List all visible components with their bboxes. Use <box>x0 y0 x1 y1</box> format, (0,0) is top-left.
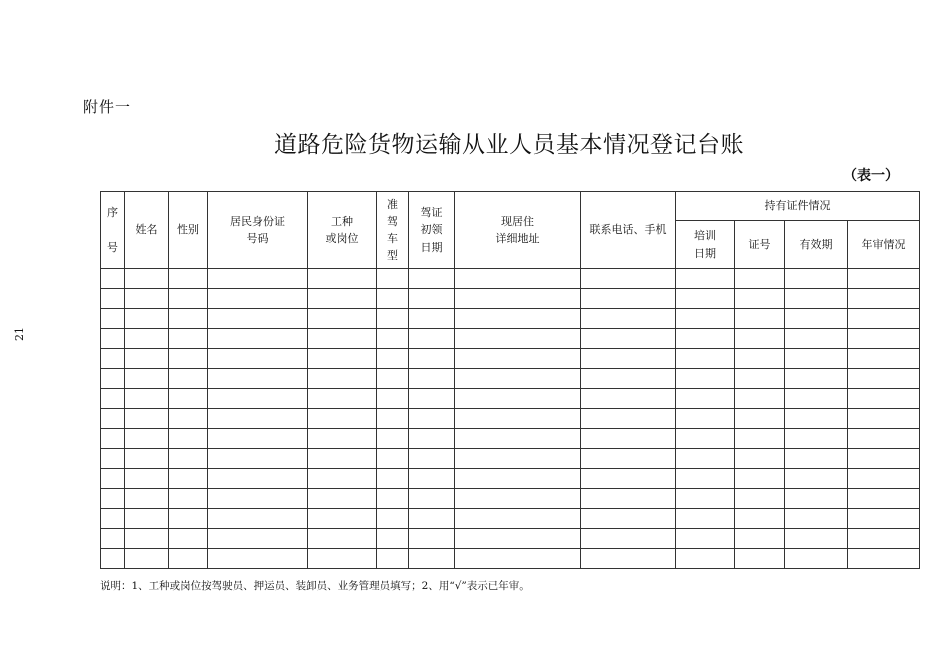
table-cell[interactable] <box>581 309 676 329</box>
table-cell[interactable] <box>785 509 848 529</box>
table-cell[interactable] <box>409 369 455 389</box>
table-cell[interactable] <box>377 289 409 309</box>
table-row <box>101 409 920 429</box>
table-cell[interactable] <box>169 269 208 289</box>
column-header-phone: 联系电话、手机 <box>581 192 676 269</box>
column-header-cert-number: 证号 <box>735 221 785 269</box>
table-cell[interactable] <box>735 489 785 509</box>
table-cell[interactable] <box>676 469 735 489</box>
table-cell[interactable] <box>377 429 409 449</box>
table-cell[interactable] <box>848 349 920 369</box>
table-cell[interactable] <box>169 549 208 569</box>
table-cell[interactable] <box>676 509 735 529</box>
table-cell[interactable] <box>581 549 676 569</box>
table-cell[interactable] <box>735 349 785 369</box>
table-cell[interactable] <box>377 549 409 569</box>
table-cell[interactable] <box>409 389 455 409</box>
table-cell[interactable] <box>101 549 125 569</box>
table-cell[interactable] <box>101 409 125 429</box>
table-cell[interactable] <box>308 429 377 449</box>
table-cell[interactable] <box>581 349 676 369</box>
table-cell[interactable] <box>785 449 848 469</box>
table-row <box>101 429 920 449</box>
table-row <box>101 329 920 349</box>
table-cell[interactable] <box>848 289 920 309</box>
table-cell[interactable] <box>409 529 455 549</box>
table-cell[interactable] <box>101 469 125 489</box>
table-cell[interactable] <box>377 329 409 349</box>
table-cell[interactable] <box>676 349 735 369</box>
table-cell[interactable] <box>169 309 208 329</box>
table-row <box>101 509 920 529</box>
table-cell[interactable] <box>125 289 169 309</box>
table-cell[interactable] <box>308 449 377 469</box>
table-cell[interactable] <box>581 489 676 509</box>
column-header-license-date: 驾证 初领 日期 <box>409 192 455 269</box>
table-cell[interactable] <box>101 529 125 549</box>
table-cell[interactable] <box>169 369 208 389</box>
column-header-vehicle-type: 准 驾 车 型 <box>377 192 409 269</box>
table-cell[interactable] <box>735 389 785 409</box>
table-cell[interactable] <box>101 489 125 509</box>
table-cell[interactable] <box>455 409 581 429</box>
table-cell[interactable] <box>735 469 785 489</box>
table-cell[interactable] <box>581 449 676 469</box>
table-cell[interactable] <box>676 529 735 549</box>
table-cell[interactable] <box>785 529 848 549</box>
table-cell[interactable] <box>409 269 455 289</box>
table-cell[interactable] <box>455 369 581 389</box>
table-cell[interactable] <box>785 389 848 409</box>
table-row <box>101 389 920 409</box>
column-header-validity: 有效期 <box>785 221 848 269</box>
table-row <box>101 309 920 329</box>
column-header-training-date: 培训 日期 <box>676 221 735 269</box>
table-cell[interactable] <box>785 349 848 369</box>
page-number: 21 <box>13 327 26 341</box>
table-cell[interactable] <box>208 409 308 429</box>
table-cell[interactable] <box>785 469 848 489</box>
table-row <box>101 449 920 469</box>
table-cell[interactable] <box>308 329 377 349</box>
table-cell[interactable] <box>581 289 676 309</box>
table-cell[interactable] <box>785 289 848 309</box>
attachment-label: 附件一 <box>83 98 132 116</box>
column-header-name: 姓名 <box>125 192 169 269</box>
table-cell[interactable] <box>455 449 581 469</box>
table-cell[interactable] <box>455 429 581 449</box>
table-cell[interactable] <box>169 489 208 509</box>
table-cell[interactable] <box>455 529 581 549</box>
table-cell[interactable] <box>208 449 308 469</box>
table-cell[interactable] <box>676 449 735 469</box>
table-cell[interactable] <box>125 449 169 469</box>
table-cell[interactable] <box>676 409 735 429</box>
table-cell[interactable] <box>308 549 377 569</box>
table-row <box>101 289 920 309</box>
table-cell[interactable] <box>735 429 785 449</box>
table-cell[interactable] <box>101 429 125 449</box>
table-row <box>101 529 920 549</box>
table-cell[interactable] <box>848 309 920 329</box>
table-cell[interactable] <box>377 529 409 549</box>
table-cell[interactable] <box>455 309 581 329</box>
table-cell[interactable] <box>377 309 409 329</box>
table-cell[interactable] <box>169 289 208 309</box>
table-cell[interactable] <box>101 369 125 389</box>
table-cell[interactable] <box>308 309 377 329</box>
table-cell[interactable] <box>125 309 169 329</box>
table-tag: （表一） <box>843 168 899 184</box>
column-header-address: 现居住 详细地址 <box>455 192 581 269</box>
table-cell[interactable] <box>409 449 455 469</box>
table-cell[interactable] <box>169 529 208 549</box>
table-cell[interactable] <box>676 289 735 309</box>
table-cell[interactable] <box>409 469 455 489</box>
table-cell[interactable] <box>125 509 169 529</box>
table-cell[interactable] <box>101 449 125 469</box>
table-cell[interactable] <box>169 449 208 469</box>
column-header-job: 工种 或岗位 <box>308 192 377 269</box>
table-cell[interactable] <box>785 269 848 289</box>
table-cell[interactable] <box>208 329 308 349</box>
table-row <box>101 369 920 389</box>
table-cell[interactable] <box>785 309 848 329</box>
table-cell[interactable] <box>735 409 785 429</box>
table-cell[interactable] <box>125 489 169 509</box>
table-cell[interactable] <box>848 549 920 569</box>
table-cell[interactable] <box>848 329 920 349</box>
table-cell[interactable] <box>785 369 848 389</box>
table-cell[interactable] <box>308 469 377 489</box>
table-cell[interactable] <box>581 409 676 429</box>
table-cell[interactable] <box>735 449 785 469</box>
table-cell[interactable] <box>409 349 455 369</box>
table-cell[interactable] <box>125 409 169 429</box>
table-cell[interactable] <box>848 429 920 449</box>
table-cell[interactable] <box>676 549 735 569</box>
table-cell[interactable] <box>455 329 581 349</box>
table-cell[interactable] <box>676 389 735 409</box>
table-cell[interactable] <box>377 369 409 389</box>
table-cell[interactable] <box>208 529 308 549</box>
table-cell[interactable] <box>125 549 169 569</box>
table-cell[interactable] <box>101 269 125 289</box>
table-cell[interactable] <box>208 309 308 329</box>
table-cell[interactable] <box>308 389 377 409</box>
table-cell[interactable] <box>848 449 920 469</box>
table-cell[interactable] <box>581 369 676 389</box>
table-cell[interactable] <box>308 369 377 389</box>
table-cell[interactable] <box>169 509 208 529</box>
table-cell[interactable] <box>848 409 920 429</box>
table-cell[interactable] <box>208 429 308 449</box>
table-cell[interactable] <box>455 469 581 489</box>
table-cell[interactable] <box>308 529 377 549</box>
table-cell[interactable] <box>581 509 676 529</box>
table-cell[interactable] <box>308 269 377 289</box>
table-cell[interactable] <box>409 289 455 309</box>
table-cell[interactable] <box>785 429 848 449</box>
ledger-body <box>101 269 920 569</box>
table-cell[interactable] <box>377 469 409 489</box>
table-cell[interactable] <box>377 509 409 529</box>
table-row <box>101 469 920 489</box>
table-cell[interactable] <box>455 269 581 289</box>
table-cell[interactable] <box>377 409 409 429</box>
table-cell[interactable] <box>125 369 169 389</box>
table-cell[interactable] <box>409 329 455 349</box>
table-cell[interactable] <box>208 489 308 509</box>
table-cell[interactable] <box>101 389 125 409</box>
table-cell[interactable] <box>455 389 581 409</box>
table-cell[interactable] <box>125 469 169 489</box>
table-cell[interactable] <box>676 309 735 329</box>
table-cell[interactable] <box>169 469 208 489</box>
table-cell[interactable] <box>735 329 785 349</box>
table-cell[interactable] <box>308 289 377 309</box>
table-cell[interactable] <box>455 289 581 309</box>
table-cell[interactable] <box>581 329 676 349</box>
table-cell[interactable] <box>735 369 785 389</box>
table-cell[interactable] <box>409 489 455 509</box>
table-cell[interactable] <box>409 429 455 449</box>
table-cell[interactable] <box>735 309 785 329</box>
table-cell[interactable] <box>455 549 581 569</box>
table-cell[interactable] <box>848 269 920 289</box>
table-cell[interactable] <box>848 489 920 509</box>
table-cell[interactable] <box>125 429 169 449</box>
registration-ledger-table <box>100 191 920 569</box>
table-cell[interactable] <box>208 269 308 289</box>
table-cell[interactable] <box>125 349 169 369</box>
table-cell[interactable] <box>101 289 125 309</box>
table-cell[interactable] <box>208 389 308 409</box>
table-cell[interactable] <box>676 429 735 449</box>
table-cell[interactable] <box>101 329 125 349</box>
table-cell[interactable] <box>735 549 785 569</box>
table-cell[interactable] <box>125 389 169 409</box>
table-cell[interactable] <box>676 329 735 349</box>
table-cell[interactable] <box>208 289 308 309</box>
table-cell[interactable] <box>169 329 208 349</box>
table-cell[interactable] <box>101 309 125 329</box>
table-cell[interactable] <box>409 509 455 529</box>
table-cell[interactable] <box>848 469 920 489</box>
table-cell[interactable] <box>169 389 208 409</box>
table-cell[interactable] <box>377 489 409 509</box>
table-cell[interactable] <box>308 409 377 429</box>
table-row <box>101 349 920 369</box>
table-cell[interactable] <box>377 449 409 469</box>
table-cell[interactable] <box>208 469 308 489</box>
table-cell[interactable] <box>676 489 735 509</box>
column-header-gender: 性别 <box>169 192 208 269</box>
table-cell[interactable] <box>409 409 455 429</box>
table-cell[interactable] <box>735 289 785 309</box>
table-cell[interactable] <box>101 509 125 529</box>
table-cell[interactable] <box>785 329 848 349</box>
table-cell[interactable] <box>785 409 848 429</box>
table-cell[interactable] <box>409 309 455 329</box>
table-cell[interactable] <box>848 529 920 549</box>
table-cell[interactable] <box>455 489 581 509</box>
table-cell[interactable] <box>308 509 377 529</box>
column-header-id-number: 居民身份证 号码 <box>208 192 308 269</box>
table-cell[interactable] <box>377 389 409 409</box>
table-cell[interactable] <box>308 489 377 509</box>
column-header-annual-review: 年审情况 <box>848 221 920 269</box>
table-cell[interactable] <box>581 469 676 489</box>
table-cell[interactable] <box>125 529 169 549</box>
table-cell[interactable] <box>455 509 581 529</box>
footnote: 说明：1、工种或岗位按驾驶员、押运员、装卸员、业务管理员填写；2、用“√”表示已年审。 <box>100 580 530 592</box>
document-title: 道路危险货物运输从业人员基本情况登记台账 <box>274 132 744 158</box>
table-cell[interactable] <box>208 549 308 569</box>
table-cell[interactable] <box>581 269 676 289</box>
table-cell[interactable] <box>676 269 735 289</box>
table-cell[interactable] <box>208 349 308 369</box>
table-cell[interactable] <box>785 549 848 569</box>
table-cell[interactable] <box>169 409 208 429</box>
table-cell[interactable] <box>581 429 676 449</box>
table-cell[interactable] <box>377 349 409 369</box>
table-cell[interactable] <box>848 389 920 409</box>
table-cell[interactable] <box>169 349 208 369</box>
table-cell[interactable] <box>169 429 208 449</box>
table-cell[interactable] <box>208 369 308 389</box>
table-row <box>101 269 920 289</box>
table-cell[interactable] <box>208 509 308 529</box>
table-cell[interactable] <box>581 389 676 409</box>
table-cell[interactable] <box>125 329 169 349</box>
table-row <box>101 549 920 569</box>
table-cell[interactable] <box>785 489 848 509</box>
table-cell[interactable] <box>455 349 581 369</box>
table-cell[interactable] <box>101 349 125 369</box>
table-cell[interactable] <box>735 509 785 529</box>
column-header-certificate-group: 持有证件情况 <box>676 192 920 221</box>
table-cell[interactable] <box>735 529 785 549</box>
table-cell[interactable] <box>409 549 455 569</box>
table-cell[interactable] <box>848 369 920 389</box>
table-cell[interactable] <box>581 529 676 549</box>
column-header-seq: 序 号 <box>101 192 125 269</box>
table-cell[interactable] <box>308 349 377 369</box>
table-cell[interactable] <box>735 269 785 289</box>
table-cell[interactable] <box>125 269 169 289</box>
table-cell[interactable] <box>848 509 920 529</box>
table-cell[interactable] <box>377 269 409 289</box>
table-row <box>101 489 920 509</box>
table-cell[interactable] <box>676 369 735 389</box>
